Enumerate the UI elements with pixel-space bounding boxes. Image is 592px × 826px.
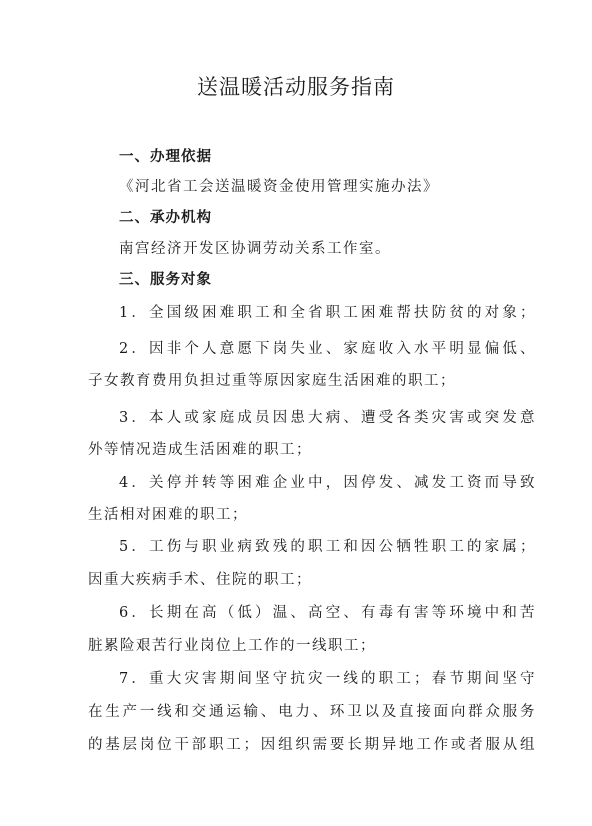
target-item-1-line-1: 1．全国级困难职工和全省职工困难帮扶防贫的对象； [119,305,536,321]
target-item-7-line-1: 7．重大灾害期间坚守抗灾一线的职工；春节期间坚守 [119,671,536,687]
target-item-2-line-1: 2．因非个人意愿下岗失业、家庭收入水平明显偏低、 [119,341,536,357]
target-item-4-line-2: 生活相对困难的职工； [88,507,248,523]
target-item-3-line-1: 3．本人或家庭成员因患大病、遭受各类灾害或突发意 [119,410,536,426]
basis-text: 《河北省工会送温暖资金使用管理实施办法》 [119,179,439,195]
page-title: 送温暖活动服务指南 [197,75,395,99]
organizer-text: 南宫经济开发区协调劳动关系工作室。 [119,241,391,257]
target-item-5-line-2: 因重大疾病手术、住院的职工； [88,572,312,588]
target-item-2-line-2: 子女教育费用负担过重等原因家庭生活困难的职工； [88,373,456,389]
target-item-6-line-1: 6．长期在高（低）温、高空、有毒有害等环境中和苦 [119,605,536,621]
section-heading-organizer: 二、承办机构 [119,210,212,226]
target-item-4-line-1: 4．关停并转等困难企业中，因停发、减发工资而导致 [119,475,536,491]
target-item-6-line-2: 脏累险艰苦行业岗位上工作的一线职工； [88,638,376,654]
target-item-3-line-2: 外等情况造成生活困难的职工； [88,442,312,458]
section-heading-basis: 一、办理依据 [119,149,212,165]
target-item-5-line-1: 5．工伤与职业病致残的职工和因公牺牲职工的家属； [119,539,536,555]
target-item-7-line-3: 的基层岗位干部职工；因组织需要长期异地工作或者服从组 [88,737,536,753]
section-heading-target: 三、服务对象 [119,272,212,288]
target-item-7-line-2: 在生产一线和交通运输、电力、环卫以及直接面向群众服务 [88,704,536,720]
